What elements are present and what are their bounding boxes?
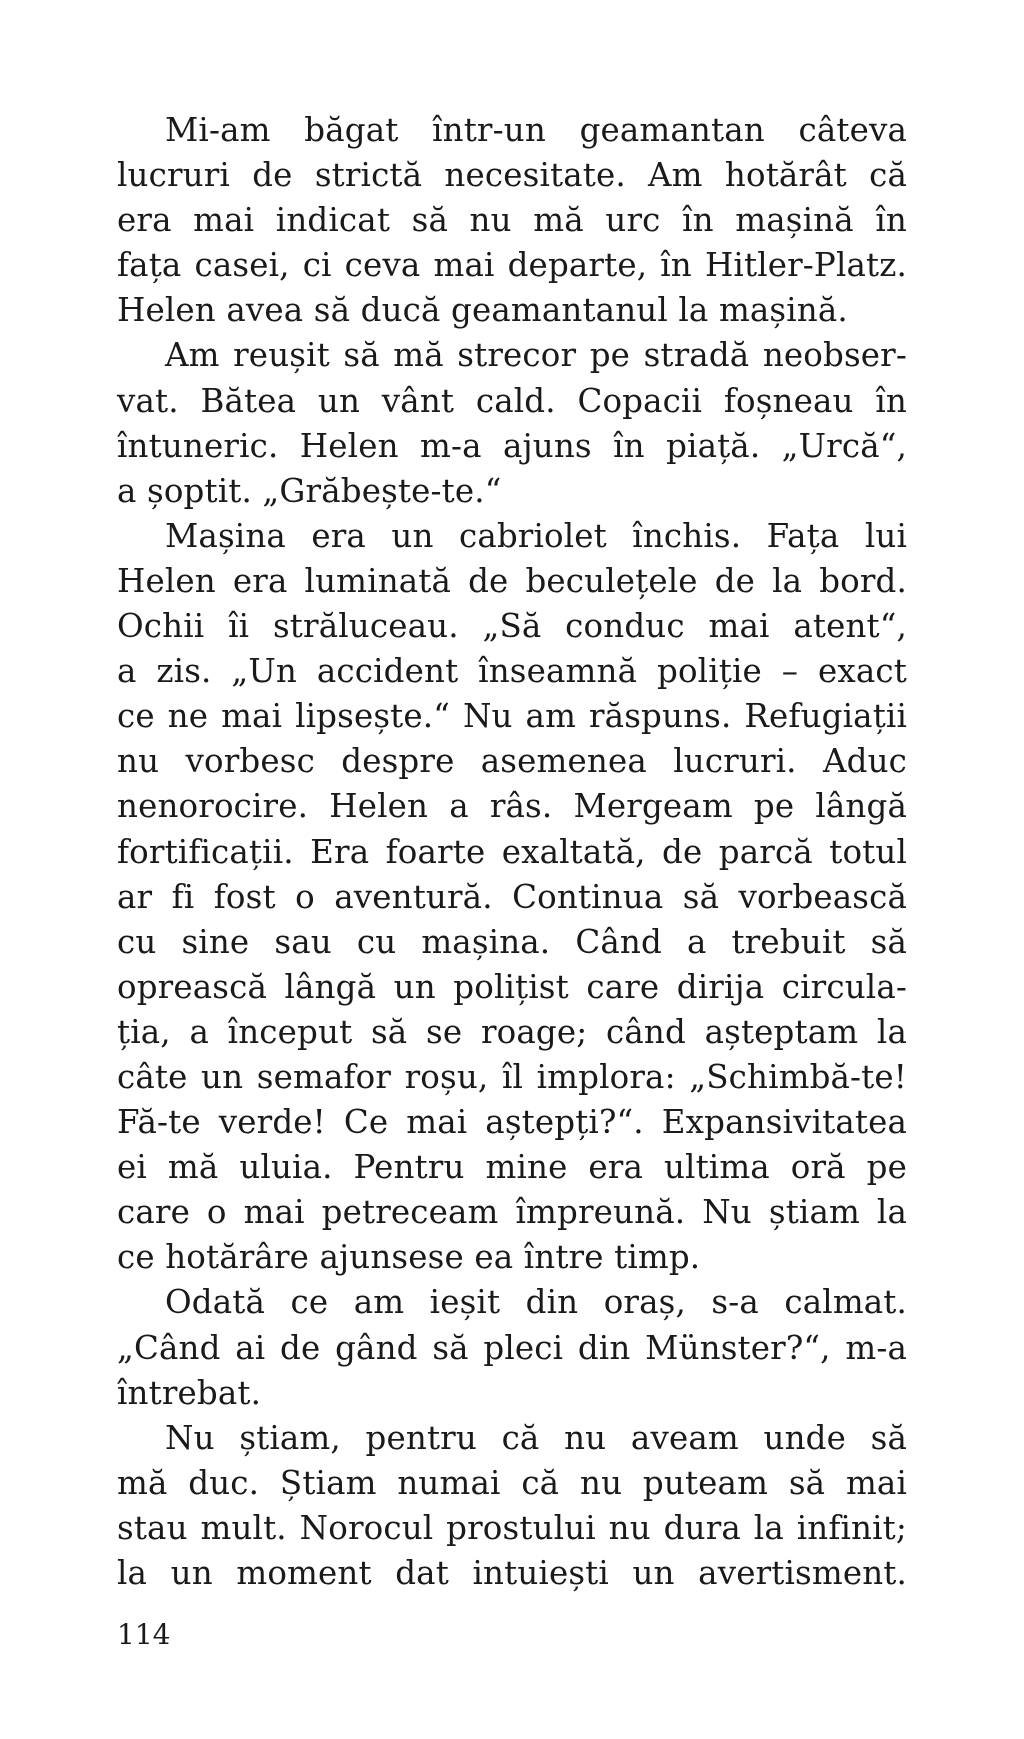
text-line: „Când ai de gând să pleci din Münster?“, m-a: [117, 1328, 907, 1367]
text-line: a zis. „Un accident înseamnă poliție – exact: [117, 652, 907, 691]
text-line: ce hotărâre ajunsese ea între timp.: [117, 1238, 701, 1277]
text-line: fortificații. Era foarte exaltată, de parcă totul: [117, 832, 907, 871]
text-line: a șoptit. „Grăbește-te.“: [117, 471, 502, 510]
text-line: Helen avea să ducă geamantanul la mașină.: [117, 291, 848, 330]
text-line: fața casei, ci ceva mai departe, în Hitler-Platz.: [117, 246, 907, 285]
text-line: oprească lângă un polițist care dirija circula-: [117, 967, 907, 1006]
text-line: stau mult. Norocul prostului nu dura la infinit;: [117, 1508, 907, 1547]
text-line: la un moment dat intuiești un avertisment.: [117, 1554, 907, 1592]
text-line: Fă-te verde! Ce mai aștepți?“. Expansivitatea: [117, 1103, 907, 1142]
text-line: cu sine sau cu mașina. Când a trebuit să: [117, 922, 907, 961]
text-line: ția, a început să se roage; când așteptam la: [117, 1012, 907, 1051]
text-line: ce ne mai lipsește.“ Nu am răspuns. Refugiații: [117, 697, 907, 736]
text-line: Am reușit să mă strecor pe stradă neobser-: [165, 336, 907, 375]
text-line: câte un semafor roșu, îl implora: „Schimbă-te!: [117, 1057, 907, 1096]
text-line: ei mă uluia. Pentru mine era ultima oră pe: [117, 1148, 907, 1187]
text-line: Nu știam, pentru că nu aveam unde să: [165, 1418, 907, 1457]
text-line: nenorocire. Helen a râs. Mergeam pe lângă: [117, 787, 907, 826]
text-line: ar fi fost o aventură. Continua să vorbească: [117, 877, 907, 916]
text-line: era mai indicat să nu mă urc în mașină în: [117, 201, 907, 240]
text-line: Mi-am băgat într-un geamantan câteva: [165, 111, 907, 149]
text-line: Odată ce am ieșit din oraș, s-a calmat.: [165, 1283, 907, 1322]
text-line: care o mai petreceam împreună. Nu știam la: [117, 1193, 907, 1232]
text-line: nu vorbesc despre asemenea lucruri. Aduc: [117, 742, 907, 781]
text-line: mă duc. Știam numai că nu puteam să mai: [117, 1463, 907, 1502]
text-line: Helen era luminată de beculețele de la bord.: [117, 561, 907, 600]
text-line: Ochii îi străluceau. „Să conduc mai atent“,: [117, 607, 907, 646]
text-line: întrebat.: [117, 1373, 262, 1412]
page-number: 114: [117, 1618, 171, 1651]
text-line: întuneric. Helen m-a ajuns în piață. „Urcă“,: [117, 426, 907, 465]
text-line: Mașina era un cabriolet închis. Fața lui: [165, 516, 907, 555]
text-line: vat. Bătea un vânt cald. Copacii foșneau în: [117, 381, 907, 420]
text-line: lucruri de strictă necesitate. Am hotărât că: [117, 156, 907, 195]
body-text: [117, 108, 907, 1596]
